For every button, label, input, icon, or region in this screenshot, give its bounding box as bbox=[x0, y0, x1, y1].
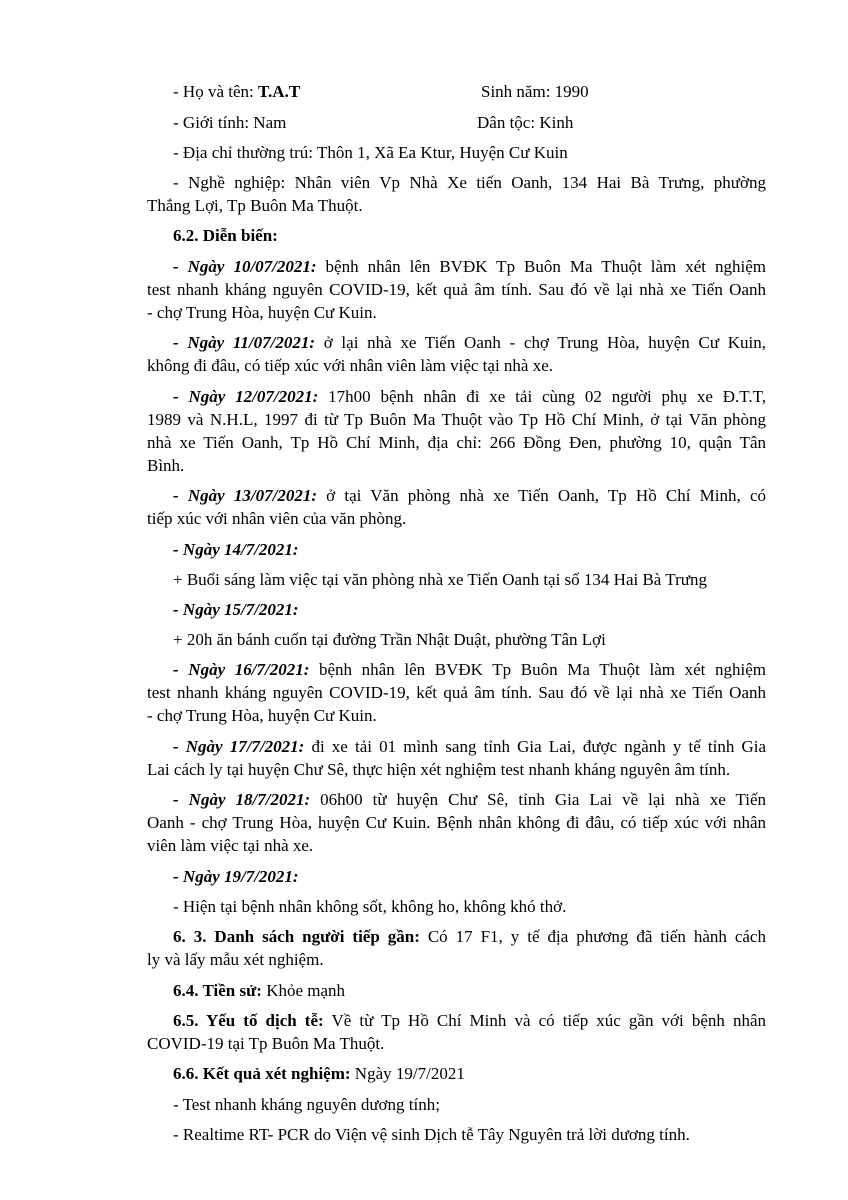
progress-day-8-line-2: Lai cách ly tại huyện Chư Sê, thực hiện xét nghiệm test nhanh kháng nguyên âm tính. bbox=[147, 760, 731, 779]
patient-job-line-1: - Nghề nghiệp: Nhân viên Vp Nhà Xe tiến Oanh, 134 Hai Bà Trưng, phường bbox=[173, 173, 766, 192]
history-heading: 6.4. Tiền sử: bbox=[173, 981, 262, 1000]
progress-day-2-line-1: - Ngày 11/07/2021: ở lại nhà xe Tiến Oanh - chợ Trung Hòa, huyện Cư Kuin, bbox=[173, 333, 766, 352]
progress-day-7-line-1: - Ngày 16/7/2021: bệnh nhân lên BVĐK Tp Buôn Ma Thuột làm xét nghiệm bbox=[173, 660, 766, 679]
history-line: 6.4. Tiền sử: Khỏe mạnh bbox=[173, 981, 346, 1000]
progress-day-2-line-2: không đi đâu, có tiếp xúc với nhân viên làm việc tại nhà xe. bbox=[147, 356, 554, 375]
progress-day-6-line-1: + 20h ăn bánh cuốn tại đường Trần Nhật Duật, phường Tân Lợi bbox=[173, 630, 606, 649]
patient-ethnicity: Dân tộc: Kinh bbox=[477, 113, 574, 132]
patient-birth: Sinh năm: 1990 bbox=[481, 82, 589, 101]
results-item-2: - Realtime RT- PCR do Viện vệ sinh Dịch tễ Tây Nguyên trả lời dương tính. bbox=[173, 1125, 690, 1144]
progress-day-3-line-1: - Ngày 12/07/2021: 17h00 bệnh nhân đi xe tải cùng 02 người phụ xe Đ.T.T, bbox=[173, 387, 767, 406]
patient-address: - Địa chỉ thường trú: Thôn 1, Xã Ea Ktur, Huyện Cư Kuin bbox=[173, 143, 568, 162]
progress-day-5-date: - Ngày 14/7/2021: bbox=[173, 540, 299, 559]
results-heading: 6.6. Kết quả xét nghiệm: bbox=[173, 1064, 351, 1083]
progress-day-1-line-3: - chợ Trung Hòa, huyện Cư Kuin. bbox=[147, 303, 377, 322]
progress-day-3-line-3: nhà xe Tiến Oanh, Tp Hồ Chí Minh, địa chỉ: 266 Đồng Đen, phường 10, quận Tân bbox=[147, 433, 766, 452]
progress-day-1-line-1: - Ngày 10/07/2021: bệnh nhân lên BVĐK Tp Buôn Ma Thuột làm xét nghiệm bbox=[173, 257, 766, 276]
progress-day-7-date: - Ngày 16/7/2021: bbox=[173, 660, 310, 679]
progress-day-9-line-3: viên làm việc tại nhà xe. bbox=[147, 836, 314, 855]
patient-name-label: - Họ và tên: bbox=[173, 82, 258, 101]
progress-day-9-line-2: Oanh - chợ Trung Hòa, huyện Cư Kuin. Bệnh nhân không đi đâu, có tiếp xúc với nhân bbox=[147, 813, 766, 832]
progress-day-5-line-1: + Buổi sáng làm việc tại văn phòng nhà xe Tiến Oanh tại số 134 Hai Bà Trưng bbox=[173, 570, 707, 589]
progress-day-10-date: - Ngày 19/7/2021: bbox=[173, 867, 299, 886]
contacts-line-1: 6. 3. Danh sách người tiếp gần: Có 17 F1, y tế địa phương đã tiến hành cách bbox=[173, 927, 766, 946]
progress-day-4-line-2: tiếp xúc với nhân viên của văn phòng. bbox=[147, 509, 407, 528]
progress-day-9-date: - Ngày 18/7/2021: bbox=[173, 790, 311, 809]
epidemiology-line-2: COVID-19 tại Tp Buôn Ma Thuột. bbox=[147, 1034, 385, 1053]
progress-day-1-line-2: test nhanh kháng nguyên COVID-19, kết quả âm tính. Sau đó về lại nhà xe Tiến Oanh bbox=[147, 280, 766, 299]
progress-day-8-date: - Ngày 17/7/2021: bbox=[173, 737, 305, 756]
epidemiology-line-1: 6.5. Yếu tố dịch tễ: Về từ Tp Hồ Chí Minh và có tiếp xúc gần với bệnh nhân bbox=[173, 1011, 767, 1030]
progress-day-3-line-2: 1989 và N.H.L, 1997 đi từ Tp Buôn Ma Thuột vào Tp Hồ Chí Minh, ở tại Văn phòng bbox=[147, 410, 766, 429]
progress-day-3-line-4: Bình. bbox=[147, 456, 185, 475]
progress-day-1-date: - Ngày 10/07/2021: bbox=[173, 257, 317, 276]
progress-day-3-date: - Ngày 12/07/2021: bbox=[173, 387, 319, 406]
epidemiology-heading: 6.5. Yếu tố dịch tễ: bbox=[173, 1011, 324, 1030]
results-line: 6.6. Kết quả xét nghiệm: Ngày 19/7/2021 bbox=[173, 1064, 465, 1083]
progress-day-7-line-2: test nhanh kháng nguyên COVID-19, kết quả âm tính. Sau đó về lại nhà xe Tiến Oanh bbox=[147, 683, 766, 702]
contacts-heading: 6. 3. Danh sách người tiếp gần: bbox=[173, 927, 420, 946]
progress-day-6-date: - Ngày 15/7/2021: bbox=[173, 600, 299, 619]
progress-day-2-date: - Ngày 11/07/2021: bbox=[173, 333, 316, 352]
progress-day-8-line-1: - Ngày 17/7/2021: đi xe tải 01 mình sang tỉnh Gia Lai, được ngành y tế tỉnh Gia bbox=[173, 737, 766, 756]
patient-gender: - Giới tính: Nam bbox=[173, 113, 287, 132]
patient-name-value: T.A.T bbox=[257, 82, 301, 101]
progress-day-10-line-1: - Hiện tại bệnh nhân không sốt, không ho, không khó thở. bbox=[173, 897, 567, 916]
section-heading-progress: 6.2. Diễn biến: bbox=[173, 226, 278, 245]
patient-job-line-2: Thắng Lợi, Tp Buôn Ma Thuột. bbox=[147, 196, 363, 215]
progress-day-9-line-1: - Ngày 18/7/2021: 06h00 từ huyện Chư Sê, tỉnh Gia Lai về lại nhà xe Tiến bbox=[173, 790, 766, 809]
results-item-1: - Test nhanh kháng nguyên dương tính; bbox=[173, 1095, 440, 1114]
progress-day-4-line-1: - Ngày 13/07/2021: ở tại Văn phòng nhà xe Tiến Oanh, Tp Hồ Chí Minh, có bbox=[173, 486, 766, 505]
contacts-line-2: ly và lấy mẫu xét nghiệm. bbox=[147, 950, 324, 969]
progress-day-7-line-3: - chợ Trung Hòa, huyện Cư Kuin. bbox=[147, 706, 377, 725]
progress-day-4-date: - Ngày 13/07/2021: bbox=[173, 486, 317, 505]
